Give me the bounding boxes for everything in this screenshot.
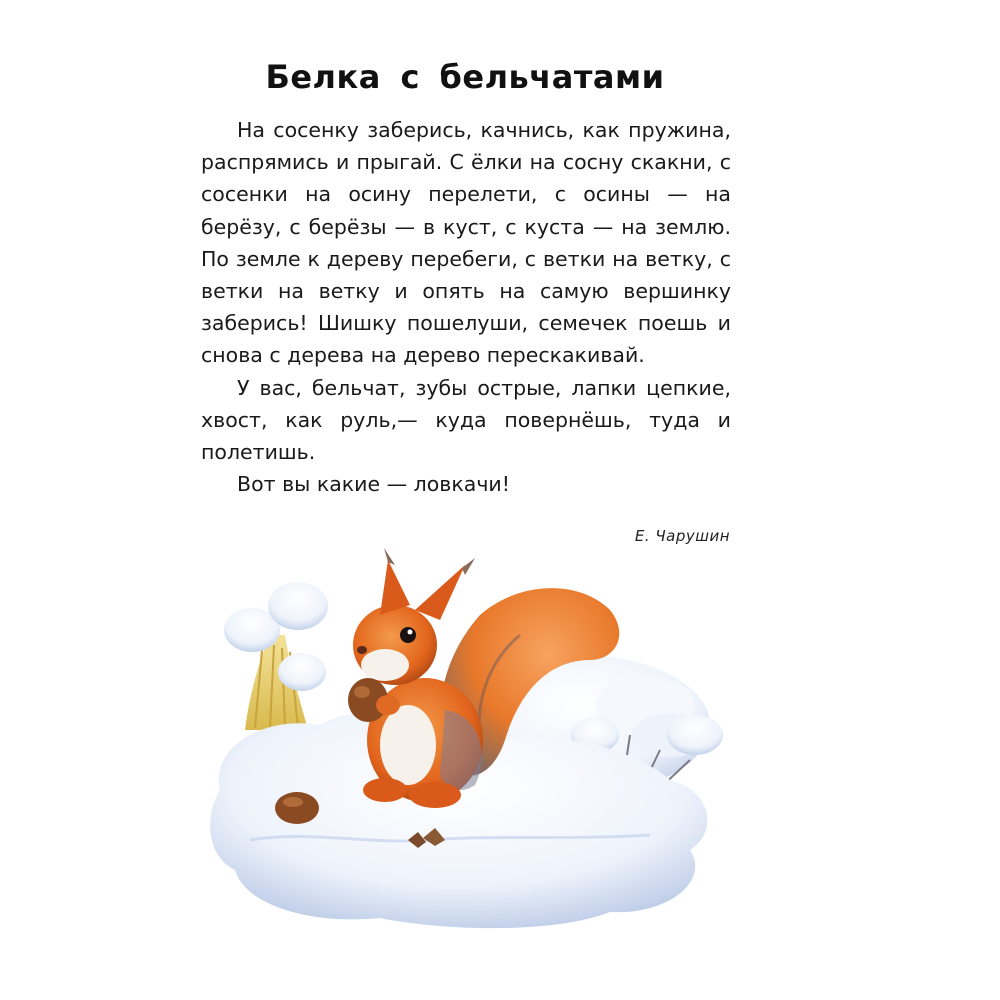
paragraph-3: Вот вы какие — ловкачи!: [237, 472, 510, 497]
nut-icon: [275, 792, 319, 824]
paragraph-1: На сосенку заберись, качнись, как пружина, распрямись и прыгай. С ёлки на сосну скакни, с сосенки на осину перелети, с осины — на берёзу, с берёзы — в куст, с куста — на землю. По земле к дереву перебеги, с ветки на ветку, с ветки на ветку и опять на самую вершинку заберись! Шишку пошелуши, семечек поешь и снова с дерева на дерево перескакивай.: [201, 118, 731, 368]
squirrel-illustration: [190, 540, 750, 940]
paragraph-2: У вас, бельчат, зубы острые, лапки цепкие, хвост, как руль,— куда повернёшь, туда и полетишь.: [201, 375, 731, 465]
story-text: [201, 114, 731, 500]
author-name: Е. Чарушин: [634, 527, 730, 545]
story-title: Белка с бельчатами: [265, 58, 665, 96]
